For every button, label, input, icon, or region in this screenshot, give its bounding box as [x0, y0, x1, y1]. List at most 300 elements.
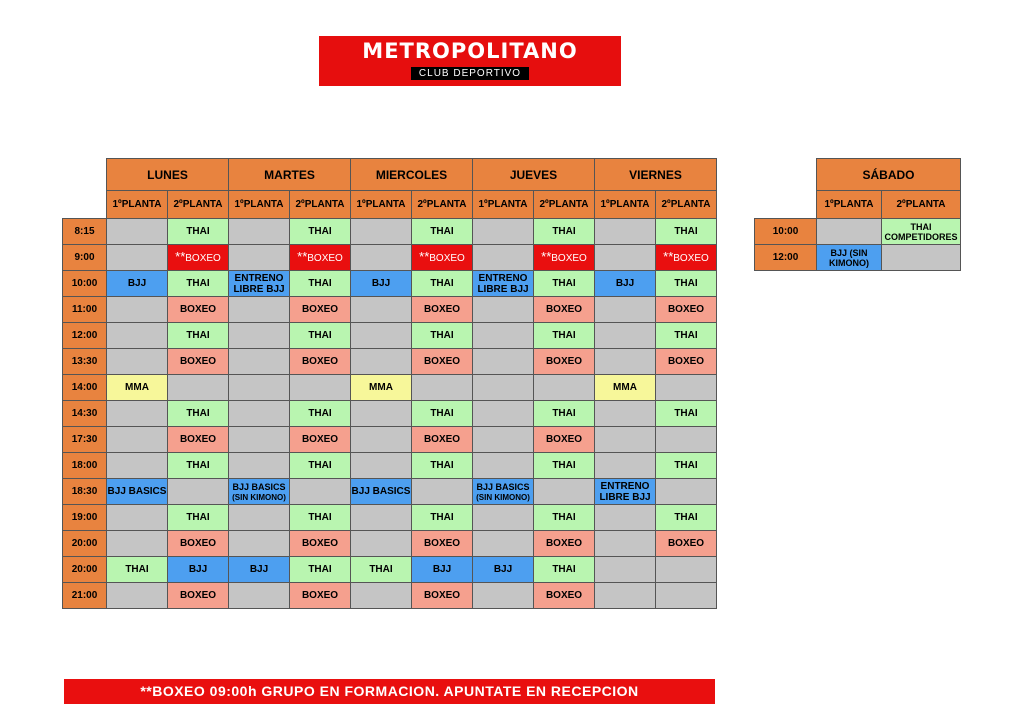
floor-label: 2ºPLANTA	[534, 191, 595, 219]
time-row	[755, 245, 961, 271]
class-cell	[351, 271, 412, 297]
class-cell	[534, 557, 595, 583]
class-cell	[412, 505, 473, 531]
time-cell: 10:00	[63, 271, 107, 297]
class-label: BOXEO	[545, 304, 583, 315]
class-cell	[290, 479, 351, 505]
time-cell: 20:00	[63, 531, 107, 557]
time-cell: 13:30	[63, 349, 107, 375]
class-cell	[107, 323, 168, 349]
class-label: THAI	[308, 512, 332, 523]
floor-label: 1ºPLANTA	[817, 191, 882, 219]
class-cell	[473, 219, 534, 245]
class-cell	[229, 557, 290, 583]
class-cell	[290, 297, 351, 323]
class-label: BOXEO	[673, 253, 709, 264]
day-header-row	[63, 159, 717, 191]
class-cell	[656, 531, 717, 557]
class-label: BJJ BASICS	[107, 486, 167, 497]
class-label: BJJ	[188, 564, 208, 575]
class-label: BOXEO	[179, 538, 217, 549]
class-label: BOXEO	[301, 434, 339, 445]
class-cell	[290, 323, 351, 349]
class-cell	[534, 583, 595, 609]
class-cell	[107, 505, 168, 531]
class-cell	[656, 245, 717, 271]
time-row	[63, 219, 717, 245]
class-cell	[473, 375, 534, 401]
class-cell	[656, 557, 717, 583]
saturday-schedule-table	[754, 158, 961, 271]
class-label: MMA	[613, 382, 637, 393]
class-cell	[656, 297, 717, 323]
class-cell	[412, 323, 473, 349]
time-row	[63, 427, 717, 453]
floor-label: 1ºPLANTA	[229, 191, 290, 219]
class-label: ENTRENO LIBRE BJJ	[233, 272, 285, 295]
class-cell	[656, 323, 717, 349]
class-cell	[168, 349, 229, 375]
class-cell	[473, 453, 534, 479]
corner-cell	[63, 159, 107, 191]
class-label: THAI	[552, 564, 576, 575]
class-cell	[595, 479, 656, 505]
class-label: THAI	[674, 330, 698, 341]
class-cell	[534, 323, 595, 349]
class-cell	[656, 505, 717, 531]
class-cell	[473, 531, 534, 557]
class-cell	[351, 323, 412, 349]
asterisk-mark: **	[541, 249, 552, 264]
day-lunes: LUNES	[107, 159, 229, 191]
class-cell	[168, 583, 229, 609]
class-cell	[412, 427, 473, 453]
class-cell	[229, 349, 290, 375]
class-cell	[107, 583, 168, 609]
class-cell	[534, 349, 595, 375]
class-label: BOXEO	[545, 538, 583, 549]
class-label: BJJ BASICS	[476, 481, 530, 492]
class-cell	[473, 583, 534, 609]
time-row	[63, 323, 717, 349]
class-cell	[168, 427, 229, 453]
floor-label: 1ºPLANTA	[107, 191, 168, 219]
floor-header-row	[63, 191, 717, 219]
class-cell	[229, 583, 290, 609]
class-cell	[656, 479, 717, 505]
class-label: ENTRENO LIBRE BJJ	[599, 480, 651, 503]
class-cell	[107, 349, 168, 375]
time-row	[63, 479, 717, 505]
class-cell	[107, 219, 168, 245]
class-label: THAI	[674, 408, 698, 419]
class-label: BOXEO	[179, 590, 217, 601]
class-cell	[656, 271, 717, 297]
class-cell	[473, 505, 534, 531]
logo-subtitle: CLUB DEPORTIVO	[411, 67, 529, 80]
class-cell	[168, 557, 229, 583]
floor-label: 2ºPLANTA	[290, 191, 351, 219]
class-cell	[595, 323, 656, 349]
class-cell	[595, 557, 656, 583]
class-cell	[595, 245, 656, 271]
class-cell	[107, 245, 168, 271]
class-cell	[290, 219, 351, 245]
class-label: BOXEO	[301, 590, 339, 601]
class-cell	[290, 531, 351, 557]
class-cell	[168, 245, 229, 271]
class-cell	[412, 453, 473, 479]
class-cell	[412, 297, 473, 323]
class-cell	[290, 375, 351, 401]
time-row	[63, 297, 717, 323]
class-cell	[473, 323, 534, 349]
class-cell	[595, 453, 656, 479]
class-cell	[107, 401, 168, 427]
day-viernes: VIERNES	[595, 159, 717, 191]
class-label: THAI	[308, 330, 332, 341]
class-cell	[351, 531, 412, 557]
class-cell	[656, 401, 717, 427]
class-cell	[656, 375, 717, 401]
class-label: BJJ BASICS	[232, 481, 286, 492]
time-row	[63, 453, 717, 479]
class-label: BOXEO	[185, 253, 221, 264]
class-cell	[595, 401, 656, 427]
time-row	[63, 401, 717, 427]
class-label: THAI	[186, 408, 210, 419]
time-row	[63, 557, 717, 583]
class-cell	[168, 401, 229, 427]
time-row	[63, 531, 717, 557]
class-label: BOXEO	[301, 356, 339, 367]
time-cell: 11:00	[63, 297, 107, 323]
class-cell	[412, 531, 473, 557]
club-logo	[319, 36, 621, 86]
class-cell	[473, 245, 534, 271]
class-cell	[168, 219, 229, 245]
class-cell	[229, 505, 290, 531]
saturday-floor-row	[755, 191, 961, 219]
class-cell	[229, 245, 290, 271]
time-row	[63, 271, 717, 297]
class-note: (SIN KIMONO)	[232, 492, 286, 502]
time-cell: 14:00	[63, 375, 107, 401]
floor-label: 2ºPLANTA	[656, 191, 717, 219]
asterisk-mark: **	[175, 249, 186, 264]
corner-cell	[63, 191, 107, 219]
class-cell	[168, 375, 229, 401]
class-cell	[351, 453, 412, 479]
class-cell	[107, 375, 168, 401]
class-cell	[656, 427, 717, 453]
class-label: BOXEO	[423, 590, 461, 601]
class-cell	[534, 219, 595, 245]
time-row	[63, 583, 717, 609]
class-label: MMA	[369, 382, 393, 393]
class-cell	[595, 219, 656, 245]
corner-cell	[755, 191, 817, 219]
class-label: THAI	[308, 564, 332, 575]
class-cell	[351, 427, 412, 453]
class-cell	[656, 453, 717, 479]
class-label: BOXEO	[179, 434, 217, 445]
class-cell	[412, 349, 473, 375]
class-cell	[473, 427, 534, 453]
asterisk-mark: **	[419, 249, 430, 264]
class-label: THAI	[674, 460, 698, 471]
class-cell	[168, 453, 229, 479]
class-cell	[229, 375, 290, 401]
time-cell: 20:00	[63, 557, 107, 583]
class-label: THAI	[674, 226, 698, 237]
day-miercoles: MIERCOLES	[351, 159, 473, 191]
class-label: BOXEO	[545, 356, 583, 367]
class-cell	[412, 271, 473, 297]
day-martes: MARTES	[229, 159, 351, 191]
class-cell	[882, 245, 961, 271]
class-cell	[534, 505, 595, 531]
floor-label: 2ºPLANTA	[168, 191, 229, 219]
class-label: BOXEO	[423, 434, 461, 445]
class-cell	[107, 427, 168, 453]
class-label: BJJ	[493, 564, 513, 575]
class-cell	[412, 401, 473, 427]
class-cell	[473, 401, 534, 427]
class-label: BOXEO	[423, 304, 461, 315]
class-cell	[168, 531, 229, 557]
class-cell	[290, 271, 351, 297]
class-label: BOXEO	[179, 304, 217, 315]
class-cell	[168, 323, 229, 349]
class-cell	[412, 245, 473, 271]
class-label: THAI	[430, 512, 454, 523]
class-cell	[290, 427, 351, 453]
class-label: THAI	[430, 330, 454, 341]
floor-label: 1ºPLANTA	[473, 191, 534, 219]
class-cell	[290, 453, 351, 479]
class-cell	[534, 531, 595, 557]
class-cell	[595, 427, 656, 453]
class-cell	[168, 479, 229, 505]
class-label: THAI	[186, 460, 210, 471]
class-cell	[473, 349, 534, 375]
class-cell	[473, 557, 534, 583]
time-cell: 12:00	[63, 323, 107, 349]
class-cell	[817, 245, 882, 271]
class-cell	[229, 453, 290, 479]
class-label: BOXEO	[545, 434, 583, 445]
class-cell	[229, 401, 290, 427]
class-cell	[412, 557, 473, 583]
class-label: BOXEO	[423, 356, 461, 367]
class-label: THAI	[552, 330, 576, 341]
class-cell	[168, 297, 229, 323]
class-label: BOXEO	[307, 253, 343, 264]
class-cell	[595, 271, 656, 297]
class-cell	[107, 479, 168, 505]
class-cell	[534, 375, 595, 401]
class-label: THAI	[674, 512, 698, 523]
asterisk-mark: **	[297, 249, 308, 264]
class-cell	[473, 479, 534, 505]
time-cell: 19:00	[63, 505, 107, 531]
class-cell	[107, 531, 168, 557]
time-cell: 18:00	[63, 453, 107, 479]
class-label: THAI	[674, 278, 698, 289]
time-row	[63, 245, 717, 271]
class-label: THAI	[552, 512, 576, 523]
class-label: THAI	[186, 512, 210, 523]
class-cell	[473, 297, 534, 323]
class-label: THAI	[369, 564, 393, 575]
class-cell	[168, 271, 229, 297]
floor-label: 1ºPLANTA	[595, 191, 656, 219]
class-label: THAI	[308, 408, 332, 419]
class-cell	[882, 219, 961, 245]
class-label: BOXEO	[551, 253, 587, 264]
class-cell	[534, 479, 595, 505]
class-label: THAI	[430, 460, 454, 471]
time-row	[63, 505, 717, 531]
class-label: THAI	[430, 408, 454, 419]
class-cell	[817, 219, 882, 245]
class-cell	[656, 219, 717, 245]
floor-label: 1ºPLANTA	[351, 191, 412, 219]
class-label: BJJ	[249, 564, 269, 575]
class-label: ENTRENO LIBRE BJJ	[477, 272, 529, 295]
class-label: THAI	[430, 226, 454, 237]
boxeo-notice-banner: **BOXEO 09:00h GRUPO EN FORMACION. APUNTATE EN RECEPCION	[64, 679, 715, 704]
class-cell	[290, 505, 351, 531]
class-cell	[290, 401, 351, 427]
class-cell	[534, 453, 595, 479]
class-cell	[595, 531, 656, 557]
class-cell	[351, 297, 412, 323]
class-label: BOXEO	[423, 538, 461, 549]
class-cell	[412, 583, 473, 609]
class-cell	[656, 349, 717, 375]
class-label: THAI	[430, 278, 454, 289]
class-cell	[351, 401, 412, 427]
class-cell	[107, 557, 168, 583]
class-label: BOXEO	[179, 356, 217, 367]
saturday-day-row	[755, 159, 961, 191]
class-cell	[351, 245, 412, 271]
class-cell	[229, 323, 290, 349]
class-label: THAI COMPETIDORES	[884, 221, 958, 242]
class-cell	[595, 375, 656, 401]
class-cell	[168, 505, 229, 531]
time-row	[63, 349, 717, 375]
class-label: BOXEO	[667, 538, 705, 549]
class-cell	[229, 427, 290, 453]
class-cell	[351, 219, 412, 245]
class-cell	[656, 583, 717, 609]
class-cell	[534, 271, 595, 297]
class-label: BJJ	[615, 278, 635, 289]
class-label: BJJ	[432, 564, 452, 575]
class-label: THAI	[552, 408, 576, 419]
time-cell: 9:00	[63, 245, 107, 271]
class-cell	[595, 505, 656, 531]
class-label: MMA	[125, 382, 149, 393]
class-cell	[290, 583, 351, 609]
class-cell	[351, 583, 412, 609]
class-cell	[229, 219, 290, 245]
class-label: THAI	[308, 460, 332, 471]
class-cell	[595, 349, 656, 375]
class-label: BJJ	[371, 278, 391, 289]
class-cell	[290, 349, 351, 375]
class-label: THAI	[308, 226, 332, 237]
class-label: THAI	[186, 278, 210, 289]
class-note: (SIN KIMONO)	[476, 492, 530, 502]
class-label: THAI	[552, 278, 576, 289]
class-cell	[351, 557, 412, 583]
time-cell: 14:30	[63, 401, 107, 427]
class-label: BOXEO	[301, 304, 339, 315]
class-cell	[229, 479, 290, 505]
floor-label: 2ºPLANTA	[882, 191, 961, 219]
class-cell	[351, 479, 412, 505]
time-row	[755, 219, 961, 245]
class-label: BJJ (SIN KIMONO)	[829, 247, 869, 268]
class-cell	[107, 271, 168, 297]
class-cell	[412, 375, 473, 401]
class-label: THAI	[186, 330, 210, 341]
time-cell: 18:30	[63, 479, 107, 505]
class-label: BOXEO	[667, 356, 705, 367]
class-cell	[534, 427, 595, 453]
class-cell	[534, 245, 595, 271]
class-cell	[107, 297, 168, 323]
class-label: BJJ BASICS	[351, 486, 411, 497]
time-cell: 8:15	[63, 219, 107, 245]
time-cell: 17:30	[63, 427, 107, 453]
class-cell	[351, 375, 412, 401]
class-cell	[412, 219, 473, 245]
class-cell	[290, 245, 351, 271]
day-jueves: JUEVES	[473, 159, 595, 191]
class-cell	[595, 583, 656, 609]
class-label: BOXEO	[545, 590, 583, 601]
class-label: THAI	[308, 278, 332, 289]
class-cell	[534, 401, 595, 427]
day-sabado: SÁBADO	[817, 159, 961, 191]
class-label: BOXEO	[429, 253, 465, 264]
class-cell	[595, 297, 656, 323]
floor-label: 2ºPLANTA	[412, 191, 473, 219]
time-cell: 21:00	[63, 583, 107, 609]
class-label: BJJ	[127, 278, 147, 289]
time-row	[63, 375, 717, 401]
class-label: THAI	[552, 460, 576, 471]
class-cell	[107, 453, 168, 479]
class-label: THAI	[552, 226, 576, 237]
class-label: BOXEO	[667, 304, 705, 315]
logo-title: METROPOLITANO	[362, 39, 578, 63]
class-cell	[412, 479, 473, 505]
time-cell: 10:00	[755, 219, 817, 245]
class-cell	[229, 271, 290, 297]
class-label: BOXEO	[301, 538, 339, 549]
class-cell	[351, 505, 412, 531]
asterisk-mark: **	[663, 249, 674, 264]
class-cell	[534, 297, 595, 323]
corner-cell	[755, 159, 817, 191]
class-cell	[473, 271, 534, 297]
